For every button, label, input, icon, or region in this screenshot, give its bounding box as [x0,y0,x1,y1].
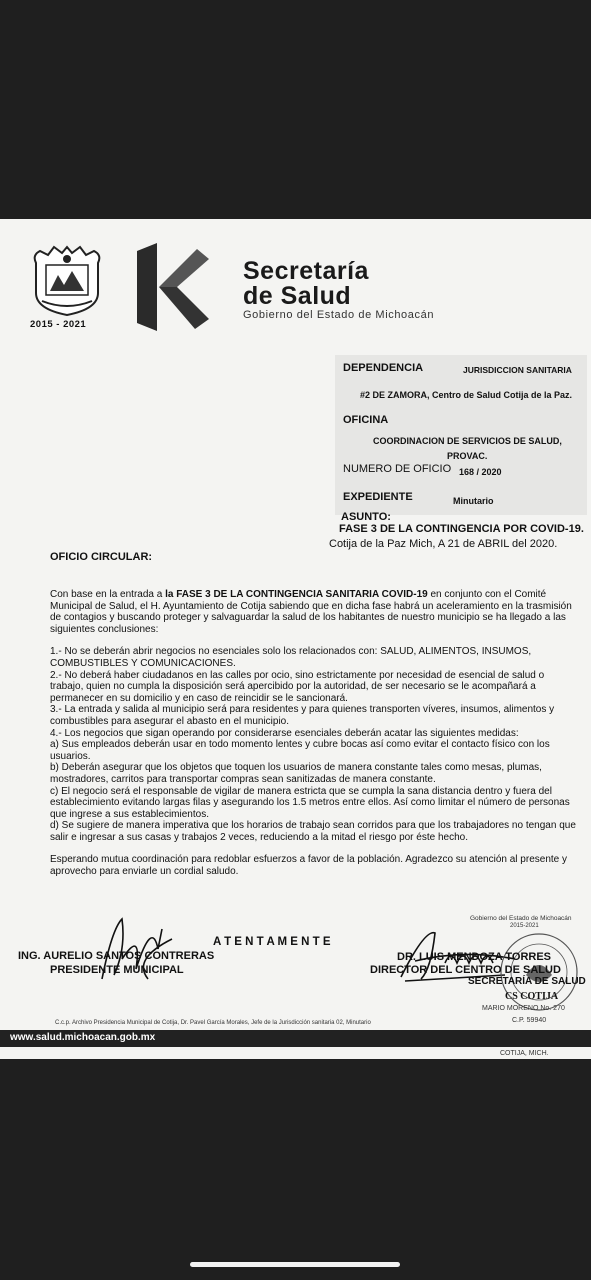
expediente-label: EXPEDIENTE [343,491,413,503]
stamp-city: COTIJA, MICH. [500,1050,549,1057]
intro-paragraph: Con base en la entrada a la FASE 3 DE LA CONTINGENCIA SANITARIA COVID-19 en conjunto con el Comité Municipal de Salud, el H. Ayuntamiento de Cotija sabiendo que en dicha fase habrá un aceleramiento en la trasmisión de contagios y buscando proteger y salvaguardar la salud de los habitantes de nuestro municipio se ha llegado a las siguientes conclusiones: [50,589,572,635]
point-a: a) Sus empleados deberán usar en todo momento lentes y cubre bocas así como evitar el contacto físico con los usuarios. [50,739,550,762]
seal-years: 2015 - 2021 [30,319,87,330]
salud-k-logo-icon [137,243,209,331]
closing-paragraph: Esperando mutua coordinación para redoblar esfuerzos a favor de la población. Agradezco su atención al presente y aprovecho para enviarle un cordial saludo. [50,854,567,878]
oficio-title: OFICIO CIRCULAR: [50,551,153,563]
point-b: b) Deberán asegurar que los objetos que toquen los usuarios de manera constante tales como mesas, plumas, mostradores, carritos para transportar compras sean sanitizadas de manera constante. [50,762,542,785]
brand-line-2: de Salud [243,282,352,310]
dependencia-label: DEPENDENCIA [343,362,424,374]
stamp-gov: Gobierno del Estado de Michoacán [470,915,572,922]
footer-bar [0,1030,591,1047]
michoacan-seal-icon [28,245,106,317]
stamp-years: 2015-2021 [510,923,539,929]
stamp-address: MARIO MORENO No. 270 [482,1005,565,1012]
letter-document [0,219,591,1059]
stamp-cs: CS COTIJA [505,991,559,1002]
atentamente: A T E N T A M E N T E [213,936,331,948]
numero-label: NUMERO DE OFICIO [343,463,452,475]
brand-line-1: Secretaría [243,257,369,285]
asunto-value: FASE 3 DE LA CONTINGENCIA POR COVID-19. [339,523,584,535]
home-indicator[interactable] [190,1262,400,1267]
oficina-value-1: COORDINACION DE SERVICIOS DE SALUD, [373,436,562,446]
point-3: 3.- La entrada y salida al municipio será para residentes y para quienes transporten víveres, insumos, alimentos y combustibles para asegurar el abasto en el municipio. [50,704,555,727]
ccp-line: C.c.p. Archivo Presidencia Municipal de Cotija, Dr. Pavel García Morales, Jefe de la Jurisdicción sanitaria 02, Minutario [55,1020,371,1026]
left-signature-icon [92,909,182,989]
stamp-secretaria: SECRETARÍA DE SALUD [468,976,586,987]
oficina-value-2: PROVAC. [447,451,488,461]
letter-body [50,589,580,878]
dependencia-value-2: #2 DE ZAMORA, Centro de Salud Cotija de la Paz. [360,390,573,400]
expediente-value: Minutario [453,496,494,506]
asunto-label: ASUNTO: [341,511,391,523]
brand-line-3: Gobierno del Estado de Michoacán [243,309,435,321]
point-4: 4.- Los negocios que sigan operando por considerarse esenciales deberán acatar las siguientes medidas: [50,727,519,739]
point-2: 2.- No deberá haber ciudadanos en las calles por ocio, sino estrictamente por necesidad de esencial de salud o trabajo, quien no cumpla la disposición será apercibido por la autoridad, de ser necesario se le acompañará a permanecer en su domicilio y en caso de reincidir se le sancionará. [50,669,545,704]
signer-left-name: ING. AURELIO SANTOS CONTRERAS [18,950,215,962]
signer-left-title: PRESIDENTE MUNICIPAL [50,964,184,976]
dependencia-value: JURISDICCION SANITARIA [463,365,572,375]
footer-url: www.salud.michoacan.gob.mx [10,1032,156,1043]
point-d: d) Se sugiere de manera imperativa que los horarios de trabajo sean corridos para que los trabajadores no tengan que salir e ingresar a sus casas y trabajos 2 veces, reduciendo a la mitad el riesgo por éste hecho. [50,820,576,843]
signer-right-title: DIRECTOR DEL CENTRO DE SALUD [370,964,561,976]
oficina-label: OFICINA [343,414,389,426]
place-date: Cotija de la Paz Mich, A 21 de ABRIL del 2020. [329,538,558,550]
stamp-cp: C.P. 59940 [512,1017,547,1024]
signer-right-name: DR. LUIS MENDOZA TORRES [397,951,552,963]
numero-value: 168 / 2020 [459,467,502,477]
point-1: 1.- No se deberán abrir negocios no esenciales solo los relacionados con: SALUD, ALIMENTOS, INSUMOS, COMBUSTIBLES Y COMUNICACIONES. [50,646,532,669]
point-c: c) El negocio será el responsable de vigilar de manera estricta que se cumpla la sana distancia dentro y fuera del establecimiento evitando largas filas y asegurando los 1.5 metros entre ellos. Así como limitar el número de personas que ingrese a sus establecimientos. [50,785,570,820]
